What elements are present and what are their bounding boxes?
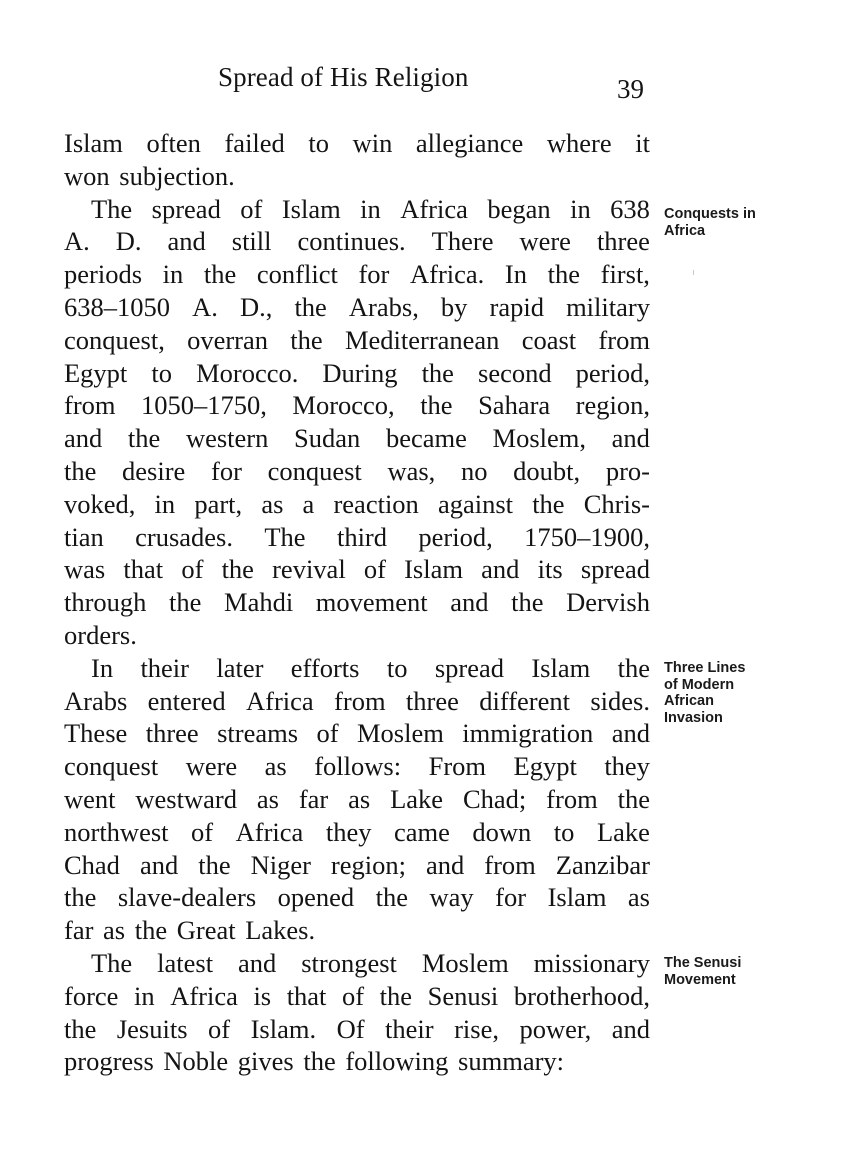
- sidenote-conquests-in-africa: Conquests in Africa: [664, 206, 756, 239]
- text-line: Islam often failed to win allegiance where it: [64, 128, 650, 158]
- text-line: Egypt to Morocco. During the second period,: [64, 357, 650, 388]
- text-line: won subjection.: [64, 160, 235, 191]
- body-text: [64, 127, 650, 1078]
- paragraph: [64, 127, 650, 193]
- paragraph: [64, 193, 650, 652]
- text-line: force in Africa is that of the Senusi brotherhood,: [64, 980, 650, 1011]
- text-line: The latest and strongest Moslem missionary: [91, 947, 650, 978]
- text-line: tian crusades. The third period, 1750–1900,: [64, 521, 650, 552]
- text-line: the slave-dealers opened the way for Islam as: [64, 882, 650, 913]
- text-line: conquest were as follows: From Egypt they: [64, 751, 650, 782]
- text-line: In their later efforts to spread Islam the: [91, 652, 650, 683]
- text-line: was that of the revival of Islam and its spread: [64, 554, 650, 585]
- text-line: Arabs entered Africa from three different sides.: [64, 685, 650, 716]
- text-line: The spread of Islam in Africa began in 638: [91, 193, 650, 224]
- text-line: the Jesuits of Islam. Of their rise, power, and: [64, 1013, 650, 1044]
- paragraph: [64, 652, 650, 947]
- text-line: from 1050–1750, Morocco, the Sahara region,: [64, 390, 650, 421]
- paragraph: [64, 947, 650, 1078]
- text-line: went westward as far as Lake Chad; from the: [64, 783, 650, 814]
- text-line: orders.: [64, 619, 137, 650]
- text-line: 638–1050 A. D., the Arabs, by rapid military: [64, 291, 650, 322]
- paper-speck: [693, 270, 694, 275]
- text-line: conquest, overran the Mediterranean coast from: [64, 324, 650, 355]
- text-line: progress Noble gives the following summary:: [64, 1046, 565, 1077]
- text-line: the desire for conquest was, no doubt, pro-: [64, 455, 650, 486]
- sidenote-three-lines-of-invasion: Three Lines of Modern African Invasion: [664, 660, 746, 726]
- text-line: far as the Great Lakes.: [64, 915, 316, 946]
- text-line: northwest of Africa they came down to Lake: [64, 816, 650, 847]
- sidenote-senusi-movement: The Senusi Movement: [664, 955, 742, 988]
- text-line: through the Mahdi movement and the Dervish: [64, 587, 650, 618]
- text-line: periods in the conflict for Africa. In the first,: [64, 259, 650, 290]
- text-line: Chad and the Niger region; and from Zanzibar: [64, 849, 650, 880]
- text-line: voked, in part, as a reaction against the Chris-: [64, 488, 650, 519]
- text-line: and the western Sudan became Moslem, and: [64, 423, 650, 454]
- text-line: A. D. and still continues. There were three: [64, 226, 650, 257]
- page-number: 39: [617, 74, 644, 104]
- running-head-title: Spread of His Religion: [218, 62, 469, 92]
- text-line: These three streams of Moslem immigration and: [64, 718, 650, 749]
